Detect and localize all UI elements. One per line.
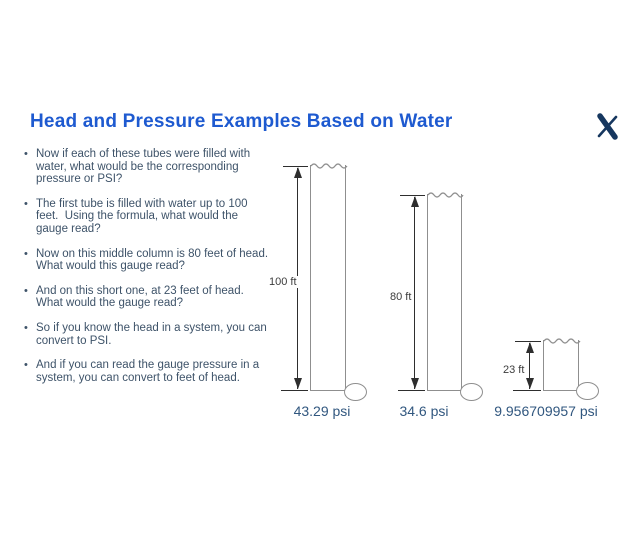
pressure-reading-100ft: 43.29 psi xyxy=(293,403,351,419)
pressure-gauge-icon xyxy=(344,383,367,401)
arrowhead-up-icon xyxy=(411,196,419,207)
dimension-tick-bottom xyxy=(281,390,308,391)
bullet-dot-icon: • xyxy=(24,247,28,260)
bullet-item xyxy=(24,247,275,273)
bullet-text: The first tube is filled with water up to 100 feet. Using the formula, what would the gauge read? xyxy=(36,197,251,235)
bullet-item xyxy=(24,285,272,310)
arrowhead-down-icon xyxy=(294,378,302,389)
dimension-tick-bottom xyxy=(398,390,425,391)
bullet-dot-icon: • xyxy=(24,284,28,297)
bullet-item xyxy=(24,198,272,236)
bullet-item xyxy=(24,148,272,186)
bullet-text: And if you can read the gauge pressure in a system, you can convert to feet of head. xyxy=(36,359,263,384)
water-surface-wave-icon xyxy=(543,336,581,344)
water-surface-wave-icon xyxy=(310,161,348,169)
head-label-80ft: 80 ft xyxy=(390,291,412,303)
slide-title: Head and Pressure Examples Based on Water xyxy=(30,111,453,132)
bullet-dot-icon: • xyxy=(24,359,28,372)
arrowhead-up-icon xyxy=(294,167,302,178)
water-tube-23ft xyxy=(543,340,579,391)
pressure-reading-80ft: 34.6 psi xyxy=(399,403,449,419)
pressure-gauge-icon xyxy=(576,382,599,400)
dimension-line-80ft xyxy=(414,197,415,389)
head-label-23ft: 23 ft xyxy=(503,364,525,376)
arrowhead-up-icon xyxy=(526,342,534,353)
bullet-item xyxy=(24,359,272,384)
bullet-dot-icon: • xyxy=(24,321,28,334)
water-tube-100ft xyxy=(310,165,346,391)
dimension-tick-bottom xyxy=(513,390,541,391)
bullet-text: And on this short one, at 23 feet of head. What would the gauge read? xyxy=(36,284,247,310)
brand-x-logo-shape xyxy=(596,111,620,141)
bullet-text: So if you know the head in a system, you can convert to PSI. xyxy=(36,321,270,347)
bullet-item xyxy=(24,322,272,347)
arrowhead-down-icon xyxy=(411,378,419,389)
bullet-dot-icon: • xyxy=(24,197,28,210)
bullet-list xyxy=(24,148,275,396)
water-tube-80ft xyxy=(427,194,462,391)
bullet-text: Now if each of these tubes were filled with water, what would be the corresponding pressure or PSI? xyxy=(36,148,254,186)
brand-x-logo-icon xyxy=(596,111,620,141)
water-surface-wave-icon xyxy=(427,190,464,198)
bullet-text: Now on this middle column is 80 feet of head. What would this gauge read? xyxy=(36,247,275,273)
pressure-reading-23ft: 9.956709957 psi xyxy=(494,403,598,419)
pressure-gauge-icon xyxy=(460,383,483,401)
arrowhead-down-icon xyxy=(526,378,534,389)
head-label-100ft: 100 ft xyxy=(269,276,297,288)
bullet-dot-icon: • xyxy=(24,148,28,160)
